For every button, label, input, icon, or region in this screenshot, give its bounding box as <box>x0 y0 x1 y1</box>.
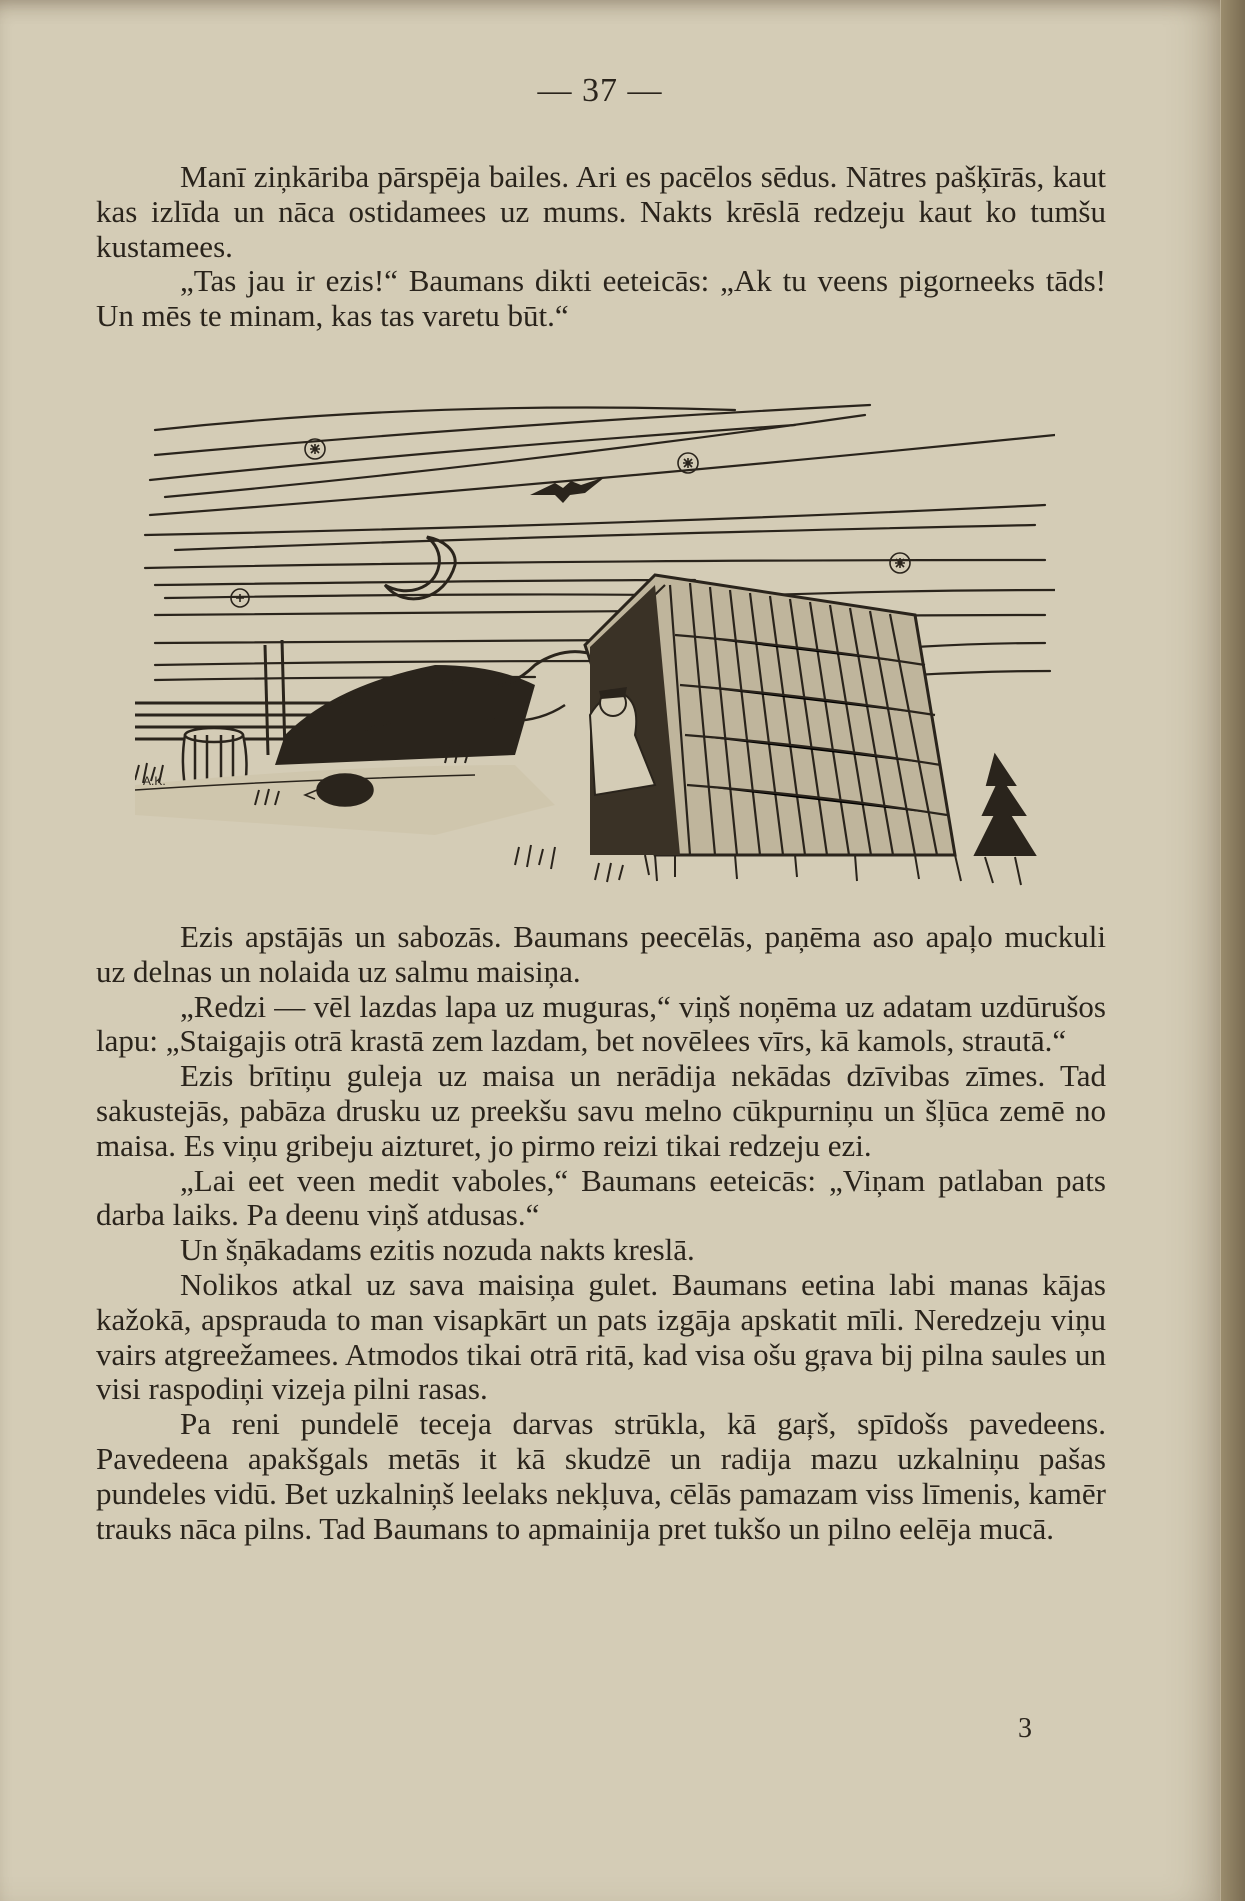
text-block-bottom <box>96 920 1106 1546</box>
paragraph: „Tas jau ir ezis!“ Baumans dikti eeteicās: „Ak tu veens pigorneeks tāds! Un mēs te minam, kas tas varetu būt.“ <box>96 263 1106 334</box>
text-block-top <box>96 160 1106 334</box>
paragraph: Nolikos atkal uz sava maisiņa gulet. Baumans eetina labi manas kājas kažokā, apsprauda to man visapkārt un pats izgāja apskatit mīli. Neredzeju viņu vairs atgreežamees. Atmodos tikai otrā ritā, kad visa ošu gŗava bij pilna saules un visi raspodiņi vizeja pilni rasas. <box>96 1266 1106 1407</box>
hedgehog-hut-illustration <box>135 385 1055 895</box>
paragraph: Ezis brītiņu guleja uz maisa un nerādija nekādas dzīvibas zīmes. Tad sakustejās, pabāza drusku uz preekšu savu melno cūkpurniņu un šļūca zemē no maisa. Es viņu gribeju aizturet, jo pirmo reizi tikai redzeju ezi. <box>96 1058 1106 1163</box>
paragraph: „Redzi — vēl lazdas lapa uz muguras,“ viņš noņēma uz adatam uzdūrušos lapu: „Staigajis otrā krastā zem lazdam, bet novēlees vīrs, kā kamols, strautā.“ <box>96 988 1106 1059</box>
paragraph: Manī ziņkāriba pārspēja bailes. Ari es pacēlos sēdus. Nātres pašķīrās, kaut kas izlīda un nāca ostidamees uz mums. Nakts krēslā redzeju kaut ko tumšu kustamees. <box>96 159 1106 264</box>
signature-number: 3 <box>1018 1713 1032 1744</box>
paragraph: Un šņākadams ezitis nozuda nakts kreslā. <box>180 1232 695 1268</box>
paragraph: Ezis apstājās un sabozās. Baumans peecēlās, paņēma aso apaļo muckuli uz delnas un nolaida uz salmu maisiņa. <box>96 919 1106 989</box>
paragraph: „Lai eet veen medit vaboles,“ Baumans eeteicās: „Viņam patlaban pats darba laiks. Pa deenu viņš atdusas.“ <box>96 1162 1106 1233</box>
page-header-number: — 37 — <box>537 72 663 109</box>
artist-signature: A.K. <box>143 774 166 788</box>
paragraph: Pa reni pundelē teceja darvas strūkla, kā gaŗš, spīdošs pavedeens. Pavedeena apakšgals metās it kā skudzē un radija mazu uzkalniņu pašas pundeles vidū. Bet uzkalniņš leelaks nekļuva, cēlās pamazam viss līmenis, kamēr trauks nāca pilns. Tad Baumans to apmainija pret tukšo un pilno eelēja mucā. <box>96 1406 1106 1546</box>
book-spine <box>1221 0 1245 1901</box>
